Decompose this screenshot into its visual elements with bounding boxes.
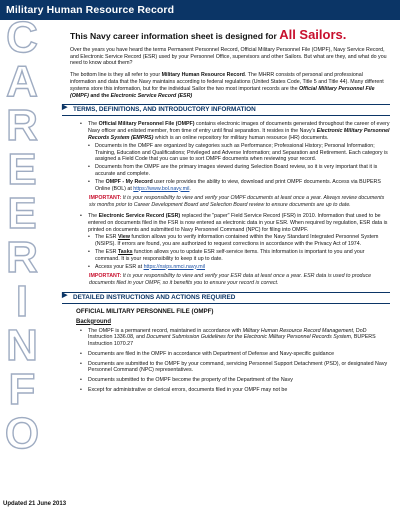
side-letter: A (6, 57, 38, 106)
section-title: TERMS, DEFINITIONS, AND INTRODUCTORY INFORMATION (73, 105, 256, 113)
view-term: View (117, 234, 130, 241)
list-item (88, 234, 390, 248)
list-item (80, 328, 390, 348)
important-label: IMPORTANT: (89, 195, 122, 202)
section-header-terms (62, 104, 390, 116)
side-letter: E (7, 189, 37, 238)
text: , DoD Instruction 1336.08, and (88, 327, 367, 341)
background-list (80, 328, 390, 394)
nsips-link[interactable]: https://nsips.nmci.navy.mil (143, 263, 206, 270)
list-item (88, 249, 390, 263)
text: function allows you to verify information contained within the Navy Standard Integrated Personnel System (NSIPS). If errors are found, you are authorized to request corrections in accordance with the Privacy Act of 1974. (95, 234, 379, 248)
text: user role provides the ability to view, download and print OMPF documents. Access via BUPERS Online (BOL) at (95, 178, 381, 192)
text: , BUPERS Instruction 1070.27 (88, 334, 376, 348)
list-item-esr (80, 213, 390, 270)
list-item: • Except for administrative or clerical errors, documents filed in your OMPF may not be (80, 387, 390, 394)
doc-title: Document Submission Guidelines for the Electronic Military Personnel Records System (146, 334, 351, 341)
list-item (88, 264, 390, 271)
ompf-term: Official Military Personnel File (OMPF) (98, 121, 195, 128)
list-item: • Documents are submitted to the OMPF by your command, servicing Personnel Support Detachment (PSD), or designated Navy Personnel Command (NPC) representatives. (80, 361, 390, 375)
text: . (189, 185, 191, 192)
lead-emphasis: All Sailors. (279, 27, 347, 42)
terms-list (80, 121, 390, 192)
header-bar (0, 0, 400, 20)
text: The (88, 121, 99, 128)
text: . The MHRR consists of personal and professional information and data that the Navy maintains according to federal regulations (United States Code, Title 5 and Title 44). Many different systems store this information, but for the individual Sailor the two most important records are the (70, 72, 384, 92)
list-item-ompf (80, 121, 390, 192)
ompf-term: Official Military Personnel File (OMPF) (70, 85, 375, 99)
text: The (88, 212, 99, 219)
list-item: • Documents are filed in the OMPF in accordance with Department of Defense and Navy-specific guidance (80, 351, 390, 358)
text: The (95, 178, 106, 185)
side-letter: N (6, 321, 38, 370)
esr-term: Electronic Service Record (ESR) (98, 212, 181, 219)
list-item: • Documents in the OMPF are organized by categories such as Performance; Professional History; Personal Information; Training, Education and Qualifications; Privileged and Adverse Information; and Separation and Retirement. Each category is assigned a Field Code that you can use to sort OMPF documents when reviewing your record. (88, 143, 390, 163)
section-header-instructions (62, 292, 390, 304)
ompf-sublist (88, 143, 390, 193)
lead-text: This Navy career information sheet is designed for (70, 31, 280, 41)
background-heading: Background (76, 318, 112, 325)
important-text: It is your responsibility to view and verify your ESR data at least once a year. ESR data is used to produce documents filed in your OMPF, so it benefits you to ensure your record is correct. (89, 273, 372, 287)
chevron-right-icon: ▶ (62, 291, 68, 299)
text: The ESR (95, 234, 118, 241)
side-letter: R (6, 101, 38, 150)
emprs-term: Electronic Military Personnel Records System (EMPRS) (88, 128, 390, 141)
side-letter: O (4, 409, 40, 458)
side-letter: R (6, 233, 38, 282)
subsection-title: OFFICIAL MILITARY PERSONNEL FILE (OMPF) (76, 307, 214, 315)
list-item (88, 179, 390, 193)
list-item: • Documents from the OMPF are the primary images viewed during Selection Board review, so it is very important that it is accurate and complete. (88, 164, 390, 178)
text: which is an online repository for military human resource (HR) documents. (153, 134, 329, 141)
intro-paragraph-2 (70, 72, 390, 99)
list-item: • Documents submitted to the OMPF become the property of the Department of the Navy (80, 377, 390, 384)
section-title: DETAILED INSTRUCTIONS AND ACTIONS REQUIRED (73, 293, 236, 301)
text: The ESR (95, 248, 118, 255)
text: Access your ESR at (95, 263, 144, 270)
my-record-term: OMPF - My Record (105, 178, 153, 185)
text: replaced the "paper" Field Service Record (FSR) in 2010. Information that used to be entered on documents filed in the FSR is now entered as electronic data in your ESR. When required by regulation, ESR data is printed on documents and submitted to Navy Personnel Command (NPC) for filing into OMPF. (88, 212, 388, 233)
doc-title: Military Human Resource Record Management (242, 327, 353, 334)
side-letter: I (15, 277, 29, 326)
chevron-right-icon: ▶ (62, 104, 68, 112)
mhrr-term: Military Human Resource Record (161, 72, 245, 79)
side-letter: E (7, 145, 37, 194)
text: The OMPF is a permanent record, maintained in accordance with (88, 327, 243, 334)
important-label: IMPORTANT: (89, 273, 122, 280)
side-letter: C (6, 20, 38, 62)
esr-sublist (88, 234, 390, 270)
footer-updated: Updated 21 June 2013 (3, 501, 67, 507)
lead-line (70, 27, 390, 42)
side-letter: F (8, 365, 36, 414)
text: contains electronic images of documents generated throughout the career of every Navy officer and enlisted member, from time of entry until final separation. It resides in the Navy's (88, 121, 390, 135)
main-content (62, 27, 390, 397)
important-note-esr (89, 273, 390, 287)
text: and the (88, 92, 111, 99)
text: The bottom line is they all refer to your (70, 72, 162, 79)
terms-list-esr (80, 213, 390, 270)
important-note-ompf (89, 195, 390, 209)
side-career-info-art (0, 20, 44, 498)
esr-term: Electronic Service Record (ESR) (110, 92, 193, 99)
intro-paragraph-1: Over the years you have heard the terms Permanent Personnel Record, Official Military Personnel File (OMPF), Navy Service Record, and Electronic Service Record (ESR) used by your Personnel Office, supervisors and other Sailors. But what are they, and what do you need to know about them? (70, 46, 387, 67)
header-title: Military Human Resource Record (6, 4, 175, 16)
bol-link[interactable]: https://www.bol.navy.mil (133, 185, 190, 192)
tasks-term: Tasks (117, 248, 133, 255)
important-text: It is your responsibility to view and verify your OMPF documents at least once a year. Always review documents six months prior to Career Development Board and Selection Board review to ensure documents are up to date. (89, 195, 385, 209)
text: function allows you to update ESR self-service items. This information is important to you and your command. It is your responsibility to keep it up to date. (95, 248, 365, 262)
